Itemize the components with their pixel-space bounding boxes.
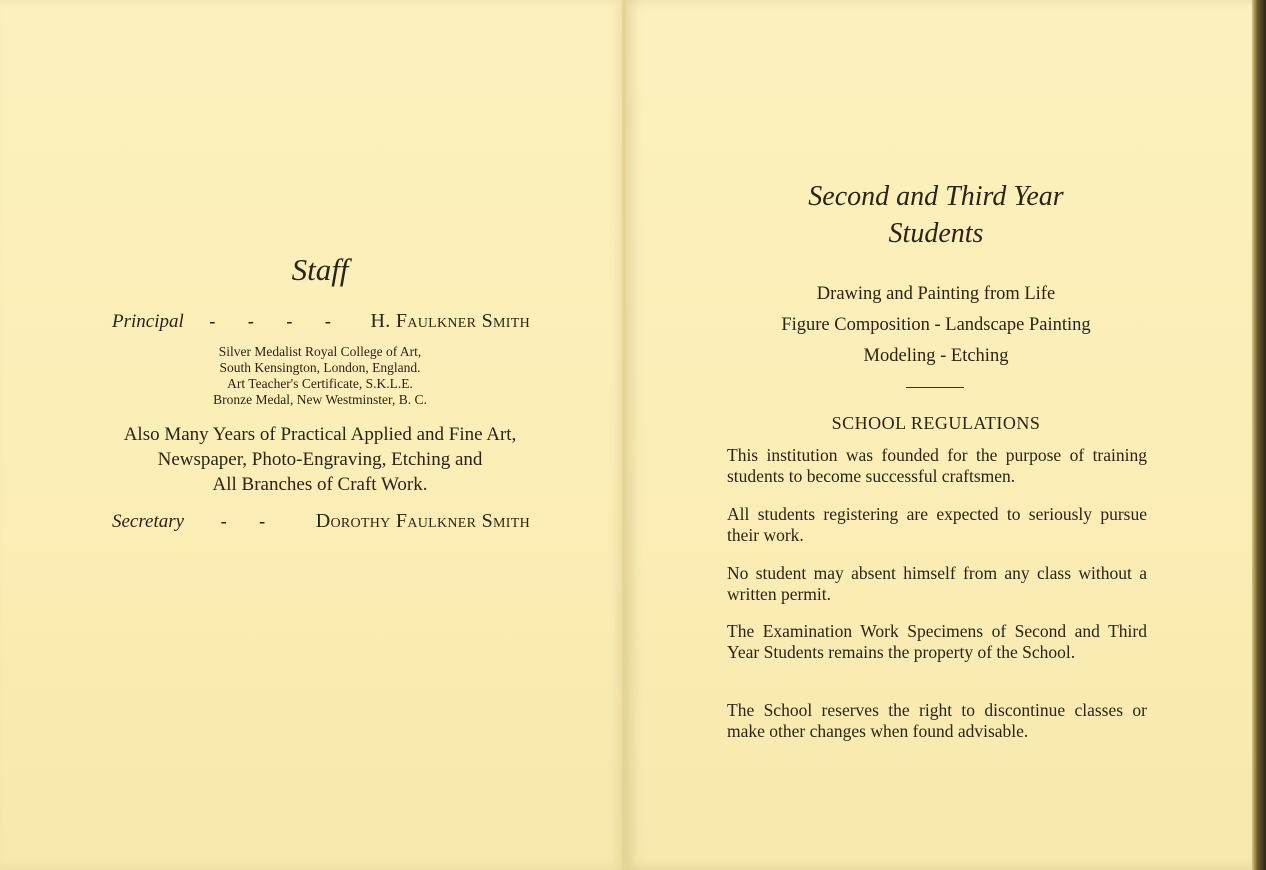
principal-line xyxy=(112,310,530,333)
heading-line: Students xyxy=(888,218,984,249)
principal-role-label: Principal xyxy=(112,311,184,332)
experience-line: Also Many Years of Practical Applied and Fine Art, xyxy=(123,424,517,445)
credential-line: Silver Medalist Royal College of Art, xyxy=(218,344,422,359)
regulation-paragraph: The Examination Work Specimens of Second and Third Year Students remains the property of the School. xyxy=(727,621,1147,662)
heading-line: Second and Third Year xyxy=(808,181,1064,212)
regulation-paragraph: No student may absent himself from any class without a written permit. xyxy=(727,563,1147,604)
regulation-paragraph: The School reserves the right to discontinue classes or make other changes when found advisable. xyxy=(727,700,1147,741)
course-item: Drawing and Painting from Life xyxy=(816,284,1056,304)
principal-credentials xyxy=(150,344,490,408)
course-list xyxy=(690,279,1182,372)
credential-line: South Kensington, London, England. xyxy=(219,360,421,375)
regulations-heading: SCHOOL REGULATIONS xyxy=(831,413,1041,433)
secretary-line xyxy=(112,510,530,533)
credential-line: Art Teacher's Certificate, S.K.L.E. xyxy=(227,376,413,391)
secretary-name: Dorothy Faulkner Smith xyxy=(315,510,530,532)
page-edge xyxy=(1252,0,1266,870)
regulation-paragraph: All students registering are expected to seriously pursue their work. xyxy=(727,504,1147,545)
course-item: Modeling - Etching xyxy=(863,346,1009,366)
principal-dashes: - - - - xyxy=(209,311,345,331)
experience-line: Newspaper, Photo-Engraving, Etching and xyxy=(157,449,483,470)
experience-text xyxy=(100,422,540,497)
secretary-dashes: - - xyxy=(220,511,280,531)
experience-line: All Branches of Craft Work. xyxy=(212,474,428,495)
principal-name: H. Faulkner Smith xyxy=(370,310,530,332)
section-divider xyxy=(906,387,964,388)
credential-line: Bronze Medal, New Westminster, B. C. xyxy=(213,392,427,407)
course-item: Figure Composition - Landscape Painting xyxy=(781,315,1091,335)
students-heading xyxy=(690,178,1182,252)
book-gutter xyxy=(622,0,626,870)
staff-heading: Staff xyxy=(291,252,349,287)
secretary-role-label: Secretary xyxy=(112,511,185,532)
regulation-paragraph: This institution was founded for the purpose of training students to become successful craftsmen. xyxy=(727,445,1147,486)
